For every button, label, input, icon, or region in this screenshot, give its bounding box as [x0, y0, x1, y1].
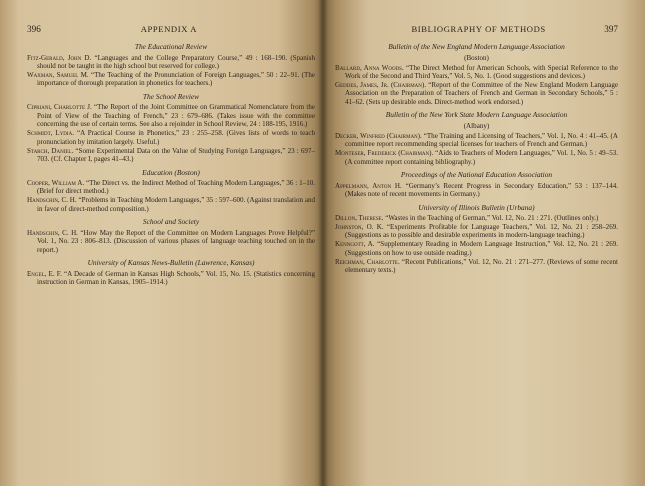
bibliography-entry: [27, 179, 315, 196]
section-title: Bulletin of the New England Modern Language Association: [388, 42, 565, 51]
entry-author: Cipriani, Charlotte J.: [27, 103, 92, 112]
entry-author: Engel, E. F.: [27, 269, 62, 278]
section: [27, 259, 315, 286]
section: [27, 218, 315, 254]
entry-author: Ballard, Anna Woods.: [335, 63, 404, 72]
entry-text: “Languages and the College Preparatory Course,” 49 : 168–190. (Spanish should not be taught in the high school but reserved for college.): [37, 53, 315, 70]
entry-author: Geddes, James, Jr. (Chairman).: [335, 80, 426, 89]
bibliography-entry: [335, 240, 618, 257]
page-number: 397: [604, 24, 618, 34]
entry-text: “Recent Publications,” Vol. 12, No. 21 : 271–277. (Reviews of some recent elementary texts.): [345, 257, 619, 275]
section-title: Proceedings of the National Education Association: [400, 170, 553, 180]
section-title: The School Review: [142, 91, 200, 101]
section-title: Bulletin of the New York State Modern Language Association: [385, 110, 568, 120]
entry-text: “Germany’s Recent Progress in Secondary Education,” 53 : 137–144. (Makes note of recent movements in Germany.): [345, 181, 619, 199]
section-title: University of Illinois Bulletin (Urbana): [418, 202, 535, 212]
entry-author: Schmidt, Lydia.: [27, 129, 74, 138]
section-title: Education (Boston): [142, 167, 200, 177]
entry-author: Reichman, Charlotte.: [335, 257, 400, 266]
bibliography-entry: [27, 54, 315, 71]
bibliography-entry: [335, 81, 618, 106]
entry-text: “The Training and Licensing of Teachers,” Vol. 1, No. 4 : 41–45. (A committee report recommending special licenses for teachers of French and German.): [345, 131, 618, 149]
bibliography-entry: [335, 223, 618, 240]
entry-text: “Report of the Committee of the New England Modern Language Association on the Preparation of Teachers of French and German in Secondary Schools,” 5 : 41–62. (Sets up desirable ends. Direct-method work endorsed.): [345, 80, 618, 106]
entry-text: “Aids to Teachers of Modern Languages,” Vol. 1, No. 5 : 49–53. (A committee report containing bibliography.): [345, 149, 619, 166]
bibliography-entry: [335, 64, 618, 81]
running-head: BIBLIOGRAPHY OF METHODS: [411, 24, 546, 34]
entry-author: Fitz-Gerald, John D.: [27, 53, 92, 62]
left-page-header: [27, 24, 315, 34]
entry-author: Monteser, Frederick (Chairman).: [335, 149, 434, 158]
section: [335, 204, 618, 275]
section: [335, 43, 618, 106]
entry-author: Waxman, Samuel M.: [27, 70, 89, 79]
right-page: [323, 0, 645, 486]
book-gutter: [318, 0, 328, 486]
page-number: 396: [27, 24, 41, 34]
entry-text: “The Report of the Joint Committee on Grammatical Nomenclature from the Point of View of the Teaching of French,” 23 : 679–686. (Takes issue with the committee concerning the use of certain terms. See also a rejoinder in School Review, 24 : 188-195, 1916.): [37, 103, 315, 129]
bibliography-entry: [27, 103, 315, 128]
section-subtitle: (Albany): [463, 121, 490, 130]
bibliography-entry: [335, 258, 618, 275]
bibliography-entry: [335, 149, 618, 166]
entry-text: “Wastes in the Teaching of German,” Vol. 12, No. 21 : 271. (Outlines only.): [385, 214, 599, 223]
entry-text: “The Teaching of the Pronunciation of Foreign Languages,” 50 : 22–91. (The importance of thorough preparation in phonetics for teachers.): [37, 70, 315, 88]
section-title: University of Kansas News-Bulletin (Lawrence, Kansas): [87, 258, 255, 268]
running-head: APPENDIX A: [140, 24, 198, 34]
section-title: School and Society: [142, 217, 200, 227]
bibliography-entry: [27, 71, 315, 88]
entry-text: “A Practical Course in Phonetics,” 23 : 255–258. (Gives lists of words to teach pronunciation by imitation largely. Useful.): [37, 129, 315, 146]
entry-text: “Some Experimental Data on the Value of Studying Foreign Languages,” 23 : 697–703. (Cf. Chapter I, pages 41–43.): [37, 146, 315, 164]
section: [27, 93, 315, 164]
right-page-header: [335, 24, 618, 34]
entry-text: “Experiments Profitable for Language Teachers,” Vol. 12, No. 21 : 258–269. (Suggestions as to possible and desirable experiments in modern-language teaching.): [345, 223, 618, 240]
bibliography-entry: [335, 214, 618, 222]
entry-author: Kenngott, A.: [335, 240, 375, 249]
section: [335, 171, 618, 198]
entry-author: Appelmann, Anton H.: [335, 181, 402, 190]
bibliography-entry: [27, 196, 315, 213]
entry-text: “Supplementary Reading in Modern Language Instruction,” Vol. 12, No. 21 : 269. (Suggestions on how to use outside reading.): [345, 240, 619, 257]
entry-author: Handschin, C. H.: [27, 228, 78, 237]
bibliography-entry: [27, 129, 315, 146]
bibliography-entry: [27, 270, 315, 287]
entry-text: “How May the Report of the Committee on Modern Languages Prove Helpful?” Vol. 1, No. 23 : 806–813. (Discussion of various phases of language teaching touched on in the report.): [37, 228, 315, 254]
entry-author: Johnston, O. K.: [335, 223, 384, 231]
entry-author: Dillon, Therese.: [335, 214, 384, 223]
bibliography-entry: [27, 147, 315, 164]
entry-text: “The Direct Method for American Schools, with Special Reference to the Work of the Second and Third Years,” Vol. 5, No. 1. (Good suggestions and devices.): [345, 63, 618, 80]
section-subtitle: (Boston): [464, 53, 489, 62]
entry-text: “The Direct vs. the Indirect Method of Teaching Modern Languages,” 36 : 1–10. (Brief for direct method.): [37, 179, 316, 196]
section-title: The Educational Review: [134, 42, 208, 51]
section: [27, 169, 315, 214]
entry-text: “A Decade of German in Kansas High Schools,” Vol. 15, No. 15. (Statistics concerning instruction in German in Kansas, 1905–1914.): [37, 269, 315, 287]
section: [335, 111, 618, 166]
bibliography-entry: [27, 229, 315, 254]
entry-text: “Problems in Teaching Modern Languages,” 35 : 597–600. (Against translation and in favor of direct-method composition.): [37, 196, 316, 213]
entry-author: Cooper, William A.: [27, 179, 85, 188]
entry-author: Handschin, C. H.: [27, 196, 77, 205]
entry-author: Starch, Daniel.: [27, 146, 74, 155]
section: [27, 43, 315, 88]
bibliography-entry: [335, 132, 618, 149]
bibliography-entry: [335, 182, 618, 199]
entry-author: Decker, Winfred (Chairman).: [335, 131, 422, 140]
